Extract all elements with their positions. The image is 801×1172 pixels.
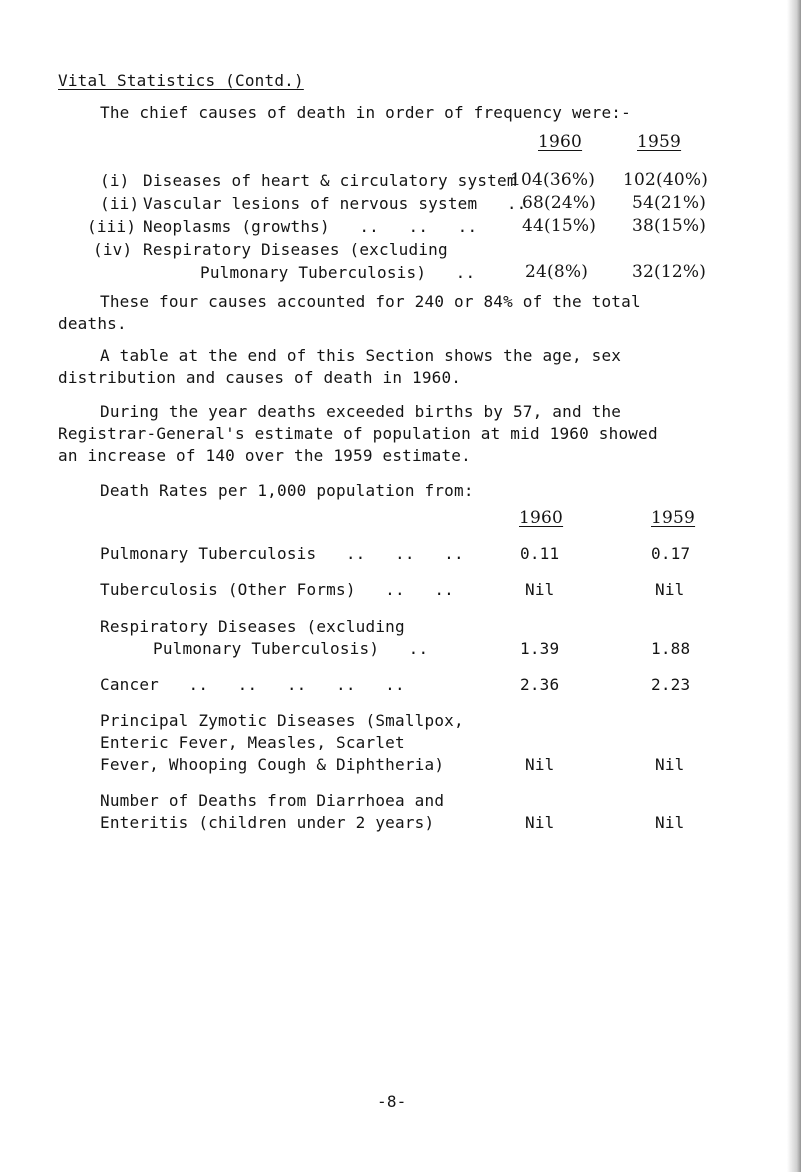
rate-value-1959: Nil <box>655 580 685 599</box>
cause-value-1959: 38(15%) <box>632 216 707 236</box>
page-heading: Vital Statistics (Contd.) <box>58 71 304 90</box>
cause-label: Neoplasms (growths) .. .. .. <box>143 217 478 236</box>
rates-year-1960: 1960 <box>519 508 564 528</box>
cause-num: (iv) <box>93 240 133 259</box>
cause-label: Respiratory Diseases (excluding <box>143 240 448 259</box>
births-paragraph-line: During the year deaths exceeded births by 57, and the <box>100 402 622 421</box>
cause-label: Diseases of heart & circulatory system <box>143 171 517 190</box>
rate-value-1960: 2.36 <box>520 675 560 694</box>
rate-value-1960: 0.11 <box>520 544 560 563</box>
rate-value-1960: 1.39 <box>520 639 560 658</box>
summary-line: These four causes accounted for 240 or 84% of the total <box>100 292 641 311</box>
rate-value-1959: 0.17 <box>651 544 691 563</box>
cause-value-1959: 54(21%) <box>632 193 707 213</box>
rate-value-1959: Nil <box>655 813 685 832</box>
rate-value-1959: 2.23 <box>651 675 691 694</box>
rate-label: Respiratory Diseases (excluding <box>100 617 405 636</box>
rate-label-continued: Enteric Fever, Measles, Scarlet <box>100 733 405 752</box>
rate-label: Tuberculosis (Other Forms) .. .. <box>100 580 454 599</box>
intro-text: The chief causes of death in order of frequency were:- <box>100 103 631 122</box>
cause-num: (iii) <box>87 217 137 236</box>
cause-num: (i) <box>100 171 130 190</box>
rate-label: Number of Deaths from Diarrhoea and <box>100 791 445 810</box>
cause-value-1959: 32(12%) <box>632 262 707 282</box>
rate-label: Cancer .. .. .. .. .. <box>100 675 405 694</box>
page-edge-shadow <box>787 0 801 1172</box>
table-paragraph-line: distribution and causes of death in 1960. <box>58 368 462 387</box>
rate-label-continued: Pulmonary Tuberculosis) .. <box>153 639 429 658</box>
cause-value-1960: 68(24%) <box>522 193 597 213</box>
rate-value-1960: Nil <box>525 580 555 599</box>
causes-year-1959: 1959 <box>637 132 682 152</box>
rate-value-1960: Nil <box>525 813 555 832</box>
rate-label-continued: Enteritis (children under 2 years) <box>100 813 435 832</box>
rates-year-1959: 1959 <box>651 508 696 528</box>
rate-label-continued: Fever, Whooping Cough & Diphtheria) <box>100 755 445 774</box>
rate-value-1959: Nil <box>655 755 685 774</box>
rate-value-1959: 1.88 <box>651 639 691 658</box>
page-number: -8- <box>377 1092 407 1111</box>
table-paragraph-line: A table at the end of this Section shows the age, sex <box>100 346 622 365</box>
cause-num: (ii) <box>100 194 140 213</box>
rate-label: Pulmonary Tuberculosis .. .. .. <box>100 544 464 563</box>
births-paragraph-line: an increase of 140 over the 1959 estimate. <box>58 446 471 465</box>
cause-label-continued: Pulmonary Tuberculosis) .. <box>200 263 476 282</box>
cause-value-1959: 102(40%) <box>623 170 709 190</box>
cause-value-1960: 44(15%) <box>522 216 597 236</box>
births-paragraph-line: Registrar-General's estimate of population at mid 1960 showed <box>58 424 658 443</box>
rate-value-1960: Nil <box>525 755 555 774</box>
rates-title: Death Rates per 1,000 population from: <box>100 481 474 500</box>
summary-line: deaths. <box>58 314 127 333</box>
causes-year-1960: 1960 <box>538 132 583 152</box>
cause-label: Vascular lesions of nervous system .. <box>143 194 527 213</box>
rate-label: Principal Zymotic Diseases (Smallpox, <box>100 711 464 730</box>
cause-value-1960: 24(8%) <box>525 262 589 282</box>
cause-value-1960: 104(36%) <box>510 170 596 190</box>
